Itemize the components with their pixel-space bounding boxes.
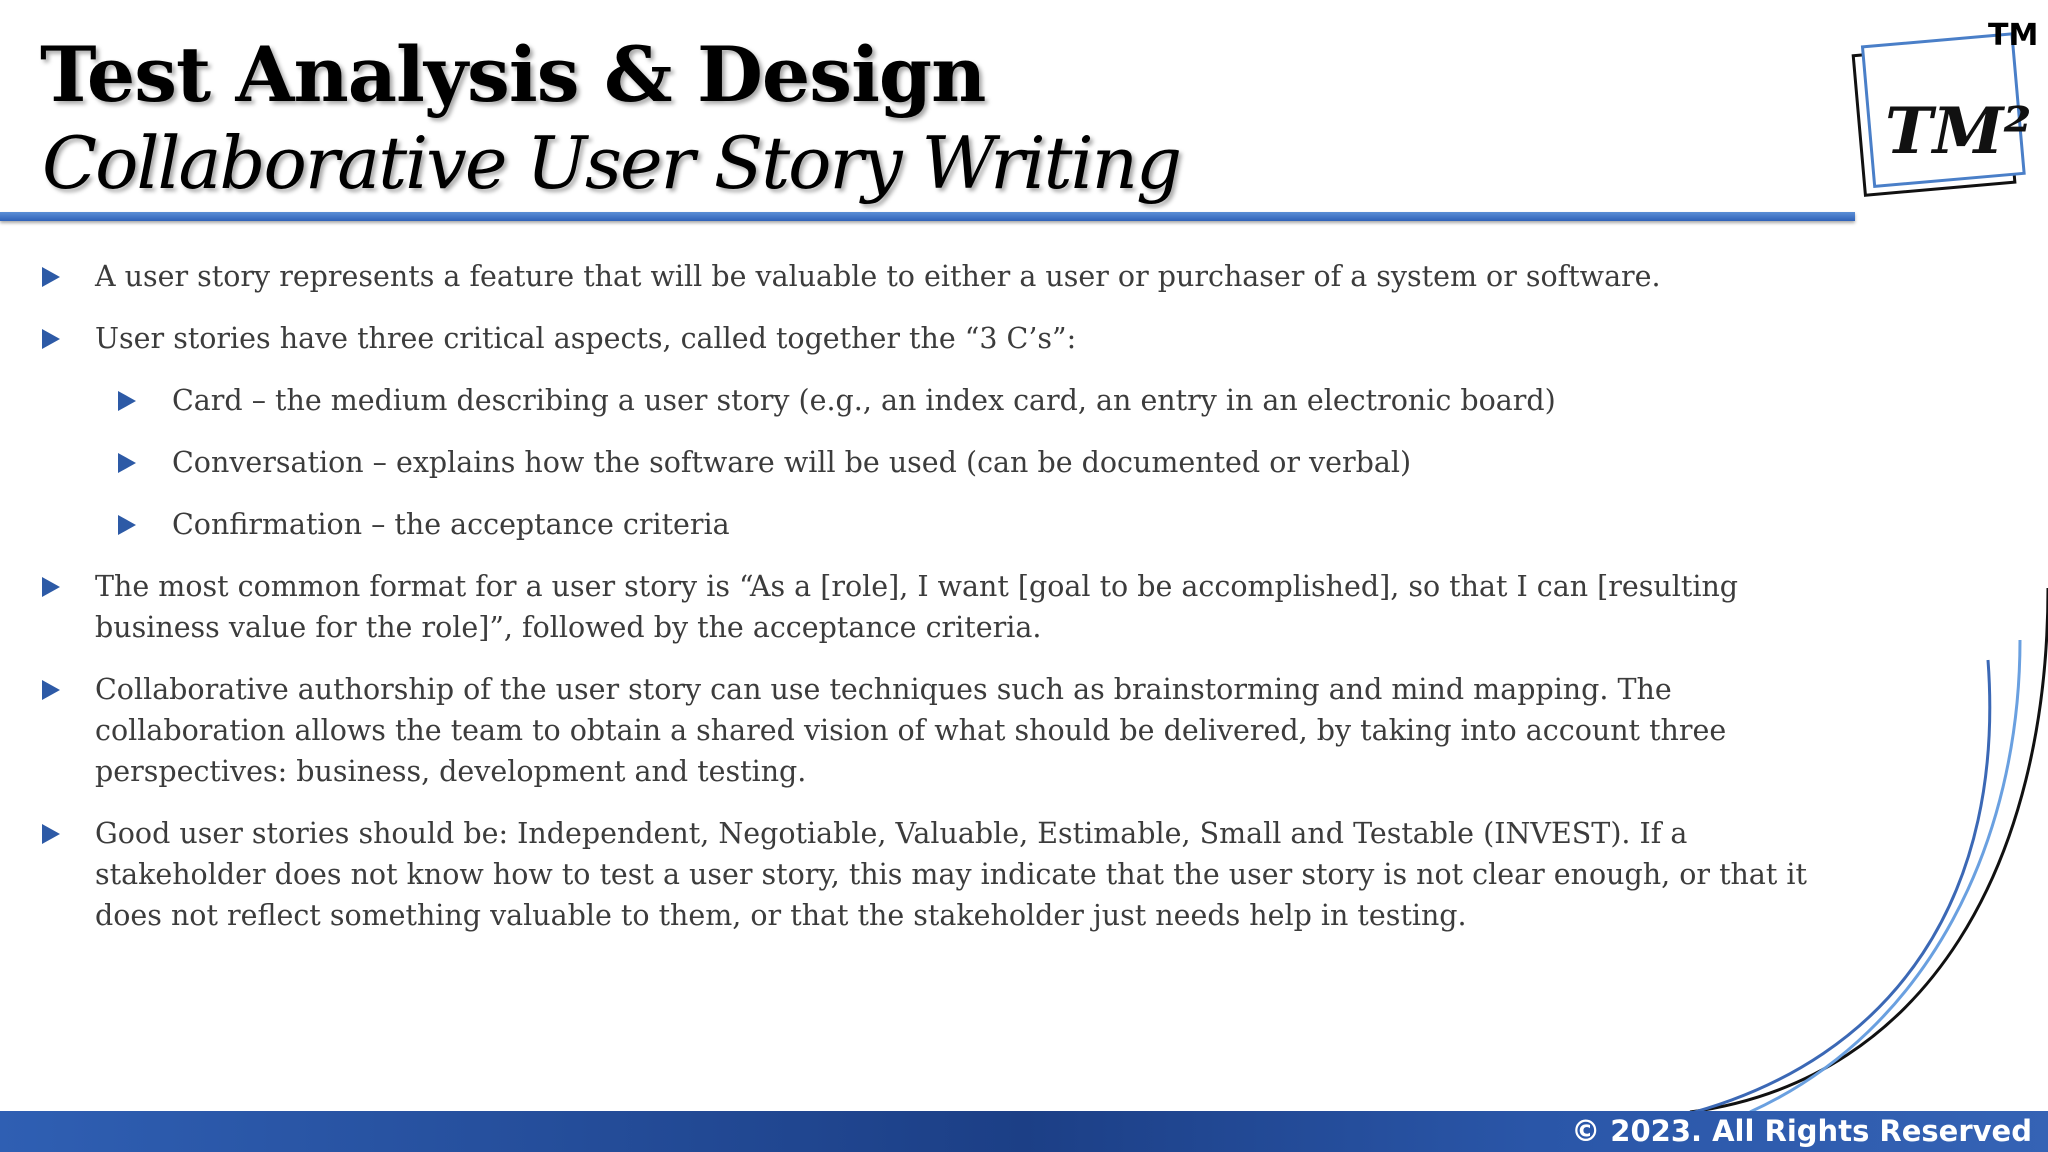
title-underline-rule	[0, 212, 1855, 221]
list-item	[0, 566, 1820, 648]
list-item	[0, 318, 1820, 359]
bullet-text: Conversation – explains how the software will be used (can be documented or verbal)	[172, 446, 1412, 479]
bullet-text: Card – the medium describing a user story (e.g., an index card, an entry in an electronic board)	[172, 384, 1556, 417]
bullet-text: Collaborative authorship of the user story can use techniques such as brainstorming and mind mapping. The collaboration allows the team to obtain a shared vision of what should be delivered, by taking into account three perspectives: business, development and testing.	[95, 673, 1727, 788]
bullet-text: User stories have three critical aspects, called together the “3 C’s”:	[95, 322, 1077, 355]
list-item	[0, 504, 1820, 545]
copyright-text: © 2023. All Rights Reserved	[1571, 1114, 2032, 1148]
triangle-right-icon	[42, 680, 60, 700]
slide-title: Test Analysis & Design	[40, 30, 986, 119]
decorative-swoosh	[1600, 560, 2048, 1120]
triangle-right-icon	[118, 453, 136, 473]
trademark-mark: TM	[1988, 18, 2039, 53]
bullet-list	[0, 256, 1820, 957]
footer-bar	[0, 1111, 2048, 1152]
list-item	[0, 380, 1820, 421]
bullet-text: Good user stories should be: Independent, Negotiable, Valuable, Estimable, Small and Testable (INVEST). If a stakeholder does not know how to test a user story, this may indicate that the user story is not clear enough, or that it does not reflect something valuable to them, or that the stakeholder just needs help in testing.	[95, 817, 1807, 932]
bullet-text: A user story represents a feature that will be valuable to either a user or purchaser of a system or software.	[95, 260, 1661, 293]
bullet-text: Confirmation – the acceptance criteria	[172, 508, 730, 541]
triangle-right-icon	[118, 515, 136, 535]
slide-subtitle: Collaborative User Story Writing	[42, 121, 1181, 205]
triangle-right-icon	[42, 329, 60, 349]
triangle-right-icon	[118, 391, 136, 411]
list-item	[0, 442, 1820, 483]
list-item	[0, 256, 1820, 297]
bullet-text: The most common format for a user story is “As a [role], I want [goal to be accomplished], so that I can [resulting business value for the role]”, followed by the acceptance criteria.	[95, 570, 1739, 644]
triangle-right-icon	[42, 824, 60, 844]
triangle-right-icon	[42, 577, 60, 597]
logo-text: TM²	[1885, 94, 2032, 169]
triangle-right-icon	[42, 267, 60, 287]
list-item	[0, 669, 1820, 792]
list-item	[0, 813, 1820, 936]
